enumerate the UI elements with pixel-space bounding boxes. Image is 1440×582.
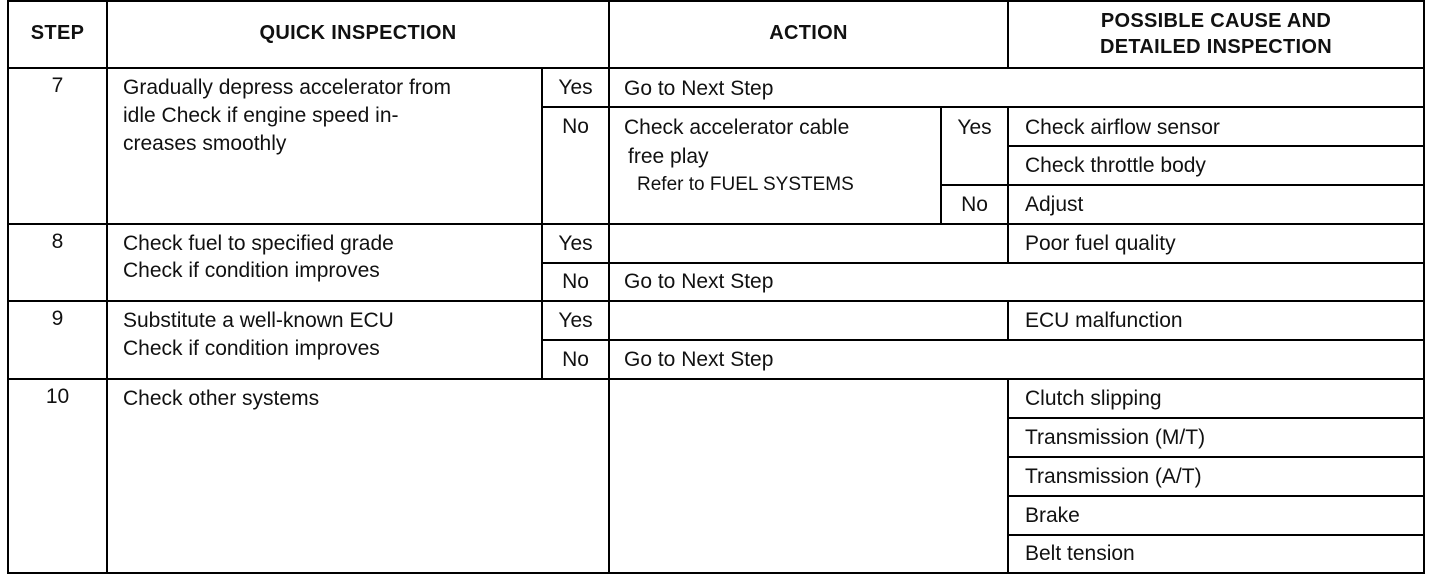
rule-r9-yes: [541, 339, 1425, 341]
rule-cause-r10: [1007, 378, 1009, 574]
inspection-line: Check if condition improves: [123, 337, 380, 360]
rule-bottom: [7, 572, 1425, 574]
action-text: Go to Next Step: [624, 270, 774, 293]
rule-r7-sub2: [940, 184, 1425, 186]
rule-header-bottom: [7, 67, 1425, 69]
cause-text: Transmission (M/T): [1025, 426, 1206, 449]
no-label: No: [562, 115, 589, 138]
yes-label: Yes: [558, 76, 593, 99]
action-note: Refer to FUEL SYSTEMS: [637, 174, 854, 195]
cause-text: Check airflow sensor: [1025, 116, 1220, 139]
header-action: ACTION: [769, 22, 848, 44]
rule-row10-top: [7, 378, 1425, 380]
sub-yes-label: Yes: [957, 116, 992, 139]
rule-r10-c1: [1009, 417, 1425, 419]
no-label: No: [562, 270, 589, 293]
inspection-line: creases smoothly: [123, 132, 287, 155]
rule-step: [106, 0, 108, 574]
inspection-line: Check other systems: [123, 387, 320, 410]
rule-top: [7, 0, 1425, 2]
rule-action: [608, 0, 610, 574]
action-text: Go to Next Step: [624, 77, 774, 100]
rule-r7-yes: [541, 106, 1425, 108]
inspection-line: Check if condition improves: [123, 259, 380, 282]
rule-r10-c2: [1009, 456, 1425, 458]
step-number: 9: [51, 307, 64, 330]
cause-text: Brake: [1025, 504, 1080, 527]
cause-text: ECU malfunction: [1025, 309, 1183, 332]
rule-row8-top: [7, 223, 1425, 225]
inspection-line: Substitute a well-known ECU: [123, 309, 394, 332]
action-text: Check accelerator cable: [624, 116, 850, 139]
header-step: STEP: [30, 22, 85, 44]
cause-text: Adjust: [1025, 193, 1084, 216]
yes-label: Yes: [558, 232, 593, 255]
step-number: 7: [51, 74, 64, 97]
header-quick-inspection: QUICK INSPECTION: [259, 22, 457, 44]
inspection-line: Check fuel to specified grade: [123, 232, 394, 255]
inspection-line: Gradually depress accelerator from: [123, 76, 451, 99]
cause-text: Clutch slipping: [1025, 387, 1162, 410]
cause-text: Check throttle body: [1025, 154, 1206, 177]
rule-row9-top: [7, 300, 1425, 302]
rule-right: [1423, 0, 1425, 574]
header-cause-line1: POSSIBLE CAUSE AND: [1100, 10, 1332, 32]
rule-cause-r7: [1007, 106, 1009, 225]
rule-cause-r9: [1007, 300, 1009, 341]
yes-label: Yes: [558, 309, 593, 332]
rule-cause-r8: [1007, 223, 1009, 264]
rule-r10-c3: [1009, 495, 1425, 497]
step-number: 10: [45, 385, 70, 408]
cause-text: Belt tension: [1025, 542, 1135, 565]
sub-no-label: No: [961, 193, 988, 216]
inspection-line: idle Check if engine speed in-: [123, 104, 399, 127]
cause-text: Transmission (A/T): [1025, 465, 1202, 488]
rule-r8-yes: [541, 262, 1425, 264]
cause-text: Poor fuel quality: [1025, 232, 1176, 255]
rule-r10-c4: [1009, 534, 1425, 536]
header-cause-line2: DETAILED INSPECTION: [1099, 36, 1332, 58]
step-number: 8: [51, 230, 64, 253]
no-label: No: [562, 348, 589, 371]
action-text: free play: [628, 145, 709, 168]
rule-r7-sub1: [1009, 145, 1425, 147]
action-text: Go to Next Step: [624, 348, 774, 371]
